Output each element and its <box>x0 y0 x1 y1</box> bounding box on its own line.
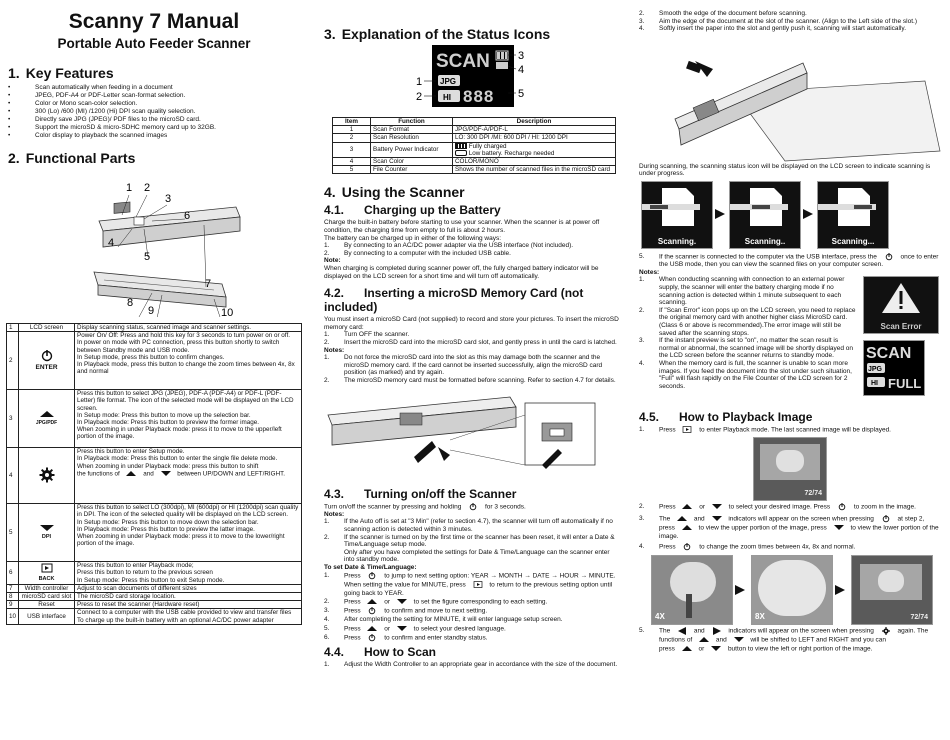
svg-text:JPG: JPG <box>868 366 883 374</box>
table-row: 6 BACK Press this button to enter Playback mode; Press this button to return to the previous screen In Setup mode: Press this button to exit Setup mode. <box>7 562 302 585</box>
onoff-notes: 1. If the Auto off is set at "3 Min" (refer to section 4.7), the scanner will turn off automatically if no scanning action is detected within 3 minutes. 2. If the scanner is turned on by the first time or the scanner has been reset, it will enter a Date & Time/Language setup mode. Only after you have completed the settings for Date & Time/Language can the scanner enter into standby mode. <box>324 518 615 564</box>
scanning-screen-2: Scanning.. <box>729 181 801 249</box>
column-middle: 3. Explanation of the Status Icons SCAN JPG HI 888 3 4 1 2 5 Item Function Description 1 Scan Format JPG/PDF-A/PDF-L 2 Scan Resolution LO: 300 DPI /MI: 600 DPI / HI: 1200 DPI 3 Battery Power Indicator Fully charged Low battery. Recharge needed 4 Scan Color COLOR/MONO 5 File Counter Shows the number of scanned files in the microSD card 4. Using the Scanner 4.1. Charging up the Battery Charge the built-in battery before starting to use your scanner. When the scanner is at power off condition, the charging time from empty to full is about 2 hours. The battery can be charged up in either of the following ways: 1. By connecting to an AC/DC power adapter via the USB interface (Not included). 2. By connecting to a computer with the included USB cable. Note: When charging is completed during scanner power off, the fully charged battery indicator will be displayed on the LCD screen for a short time and will turn off automatically. 4.2. Inserting a microSD Memory Card (not included) You must insert a microSD Card (not supplied) to record and store your pictures. To insert the microSD memory card: 1. Turn OFF the scanner. 2. Insert the microSD card into the microSD card slot, and gently press in until the card is latched. Notes: 1. Do not force the microSD card into the slot as this may damage both the scanner and the microSD memory card. If the card cannot be inserted successfully, align the microSD card position (as marked) and try again. 2. The microSD memory card must be formatted before scanning. Refer to section 4.7 for details. 4.3. Turning on/off the Scanner Turn on/off the scanner by pressing and holding for 3 seconds. Notes: 1. If the Auto off is set at "3 Min" (refer to section 4.7), the scanner will turn off automatically if no scanning action is detected within 3 minutes. 2. If the scanner is turned on by the first time or the scanner has been reset, it will enter a Date & Time/Language setup mode. Only after you have completed the settings for Date & Time/Language can the scanner enter into standby mode. To set Date & Time/Language: 1. Press to jump to next setting option: YEAR → MONTH → DATE → HOUR → MINUTE. When setting the value for MINUTE, press to return to the previous setting option until going back to YEAR. 2. Press or to set the figure corresponding to each setting. 3. Press to confirm and move to next setting. 4. After completing the setting for MINUTE, it will enter language setup screen. 5. Press or to select your desired language. 6. Press to confirm and enter standby status. 4.4. How to Scan 1. Adjust the Width Controller to an appropriate gear in accordance with the size of the document. <box>320 0 620 740</box>
power-icon <box>677 543 697 551</box>
key-features-list <box>4 84 304 140</box>
scan-error-screen: Scan Error <box>863 276 939 334</box>
column-right: 2. Smooth the edge of the document before scanning. 3. Aim the edge of the document at the slot of the scanner. (Align to the Left side of the slot.) 4. Softly insert the paper into the slot and gently push it, scanning will start automatically. During scanning, the scanning status icon will be displayed on the LCD screen to indicate scanning is under progress. Scanning. Scanning.. Scanning... 5. If the scanner is connected to the computer via the USB interface, press the once to enter the USB mode, then you can view the scanned files on your computer screen. Notes: 1. When conducting scanning with connection to an external power supply, the scanner will enter the battery charging mode if no scanning action is detected within 1 minute subsequent to each scanning. 2. If "Scan Error" icon pops up on the LCD screen, you need to replace the original memory card with another higher class MicroSD card. (Class 6 or above is recommended).The error image will still be saved after the scanning stops. 3. If the instant preview is set to "on", no matter the scan result is normal or abnormal, the scanned image will be shortly displayed on the LCD screen before the scanner returns to standby mode. 4. When the memory card is full, the scanner is unable to scan more images. If you feed the document into the slot under such situation, "Full" will flash rapidly on the File Counter of the LCD screen for 2 seconds. Scan Error SCAN JPG HI FULL 4.5. How to Playback Image 1. Press to enter Playback mode. The last scanned image will be displayed. 72/74 2. Press or to select your desired image. Press to zoom in the image. 3. The and indicators will appear on the screen when pressing at step 2, press to view the upper portion of the image, press to view the lower portion of the image. 4. Press to change the zoom times between 4x, 8x and normal. 4X 8X 72/74 5. The and indicators will appear on the screen when pressing again. The functions of and will be shifted to LEFT and RIGHT and you can press or button to view the left or right portion of the image. <box>635 0 947 740</box>
section-2-heading: 2. Functional Parts <box>8 150 136 166</box>
zoom-8x-screen: 8X <box>751 555 833 625</box>
table-row: 2 Scan Resolution LO: 300 DPI /MI: 600 DPI / HI: 1200 DPI <box>333 134 616 142</box>
callout-1: 1 <box>126 182 133 194</box>
section-4-2-heading: 4.2. Inserting a microSD Memory Card (not included) <box>324 286 584 315</box>
power-icon <box>876 515 896 523</box>
up-triangle-icon <box>677 503 697 511</box>
playback-steps: 2. Press or to select your desired image. Press to zoom in the image. 3. The and indicators will appear on the screen when pressing at step 2, press to view the upper portion of the image, press to view the lower portion of the image. 4. Press to change the zoom times between 4x, 8x and normal. <box>639 502 939 551</box>
callout-2: 2 <box>416 91 423 103</box>
microsd-notes: 1. Do not force the microSD card into the slot as this may damage both the scanner and the microSD memory card. If the card cannot be inserted successfully, align the microSD card position (as marked) and try again. 2. The microSD memory card must be formatted before scanning. Refer to section 4.7 for details. <box>324 354 616 384</box>
microsd-list: 1. Turn OFF the scanner. 2. Insert the microSD card into the microSD card slot, and gently press in until the card is latched. <box>324 331 617 346</box>
up-triangle-icon <box>362 625 382 633</box>
list-item: • JPEG, PDF-A4 or PDF-Letter scan-format selection. <box>8 92 304 100</box>
playback-icon <box>41 563 53 573</box>
table-row: 3 JPG/PDF Press this button to select JPG (JPEG), PDF-A (PDF-A4) or PDF-L (PDF-Letter) file format. The icon of the selected mode will be displayed on the LCD screen. In Setup mode: Press this button to move up the selection bar. In Playback mode: Press this button to preview the former image. When zooming in under Playback mode: press it to move to the upper/left portion of the image. <box>7 390 302 448</box>
lcd-status-diagram <box>320 45 620 109</box>
scanning-illustration <box>635 33 947 163</box>
arrow-right-icon <box>835 585 845 595</box>
callout-5: 5 <box>518 88 525 100</box>
callout-5: 5 <box>144 251 151 263</box>
right-triangle-icon <box>707 627 727 635</box>
callout-9: 9 <box>148 305 155 317</box>
arrow-right-icon <box>715 209 725 219</box>
power-icon <box>362 634 382 642</box>
lcd-resolution-text: HI <box>443 93 451 102</box>
table-row: 1 LCD screen Display scanning status, scanned image and scanner settings. <box>7 324 302 332</box>
list-item: • Directly save JPG (JPEG)/ PDF files to the microSD card. <box>8 116 304 124</box>
section-3-heading: 3. Explanation of the Status Icons <box>324 26 551 42</box>
down-triangle-icon <box>156 470 176 478</box>
table-row: 2 ENTER Power On/ Off: Press and hold this key for 3 seconds to turn power on or off. In power on mode with PC connection, press this button shortly to switch between Standby mode and USB mode. In Setup mode, press this button to confirm changes. In Playback mode, press this button to change the zoom times between 4x, 8x and normal <box>7 332 302 390</box>
microsd-insert-illustration <box>320 385 620 485</box>
table-row: 5 File Counter Shows the number of scanned files in the microSD card <box>333 166 616 174</box>
table-row: 9 Reset Press to reset the scanner (Hardware reset) <box>7 601 302 609</box>
up-triangle-icon <box>694 636 714 644</box>
back-label: BACK <box>38 575 55 582</box>
up-triangle-icon <box>37 410 57 418</box>
up-triangle-icon <box>677 524 697 532</box>
svg-text:HI: HI <box>871 380 878 388</box>
playback-icon <box>468 581 488 589</box>
callout-8: 8 <box>127 297 134 309</box>
callout-6: 6 <box>184 210 191 222</box>
section-4-4-heading: 4.4. How to Scan <box>324 645 437 660</box>
zoom-normal-screen: 72/74 <box>851 555 933 625</box>
callout-7: 7 <box>205 278 212 290</box>
charging-list: 1. By connecting to an AC/DC power adapter via the USB interface (Not included). 2. By connecting to a computer with the included USB cable. <box>324 242 574 257</box>
down-triangle-icon <box>707 503 727 511</box>
down-triangle-icon <box>37 524 57 532</box>
table-row: 4 Press this button to enter Setup mode. In Playback mode: Press this button to enter the single file delete mode. When zooming in under Playback mode: press this button to shift the functions of and between UP/DOWN and LEFT/RIGHT. <box>7 448 302 504</box>
functional-parts-table <box>6 323 302 625</box>
gear-icon <box>876 627 896 635</box>
enter-label: ENTER <box>35 364 58 372</box>
jpg-pdf-label: JPG/PDF <box>35 420 58 427</box>
arrow-right-icon <box>735 585 745 595</box>
table-row: 10 USB interface Connect to a computer with the USB cable provided to view and transfer files To charge up the built-in battery with an optional AC/DC power adapter <box>7 609 302 624</box>
scanning-screen-1: Scanning. <box>641 181 713 249</box>
insert-arrow-icon <box>414 441 436 463</box>
power-icon <box>463 503 483 511</box>
scanning-screens <box>635 181 947 253</box>
list-item: • Color display to playback the scanned images <box>8 132 304 140</box>
table-row: 7 Width controller Adjust to scan documents of different sizes <box>7 584 302 592</box>
up-triangle-icon <box>677 645 697 653</box>
list-item: • 300 (Lo) /600 (MI) /1200 (Hi) DPI scan quality selection. <box>8 108 304 116</box>
table-row: 3 Battery Power Indicator Fully charged Low battery. Recharge needed <box>333 142 616 157</box>
date-time-steps: 1. Press to jump to next setting option: YEAR → MONTH → DATE → HOUR → MINUTE. When setting the value for MINUTE, press to return to the previous setting option until going back to YEAR. 2. Press or to set the figure corresponding to each setting. 3. Press to confirm and move to next setting. 4. After completing the setting for MINUTE, it will enter language setup screen. 5. Press or to select your desired language. 6. Press to confirm and enter standby status. <box>324 571 616 642</box>
section-4-heading: 4. Using the Scanner <box>324 184 465 201</box>
lcd-scan-text: SCAN <box>436 51 490 72</box>
document-title: Scanny 7 Manual <box>68 10 240 33</box>
power-icon <box>362 572 382 580</box>
scanning-screen-3: Scanning... <box>817 181 889 249</box>
scanner-diagram <box>4 169 304 317</box>
battery-low-icon <box>455 150 467 156</box>
section-1-heading: 1. Key Features <box>8 65 114 81</box>
arrow-right-icon <box>803 209 813 219</box>
lcd-format-text: JPG <box>440 77 457 86</box>
callout-3: 3 <box>165 193 172 205</box>
dpi-label: DPI <box>41 534 52 541</box>
list-item: • Support the microSD & micro-SDHC memory card up to 32GB. <box>8 124 304 132</box>
section-4-1-heading: 4.1. Charging up the Battery <box>324 203 501 218</box>
power-icon <box>879 253 899 261</box>
down-triangle-icon <box>706 645 726 653</box>
table-row: 4 Scan Color COLOR/MONO <box>333 158 616 166</box>
power-icon <box>832 503 852 511</box>
up-triangle-icon <box>672 515 692 523</box>
functional-parts-illustration <box>4 169 304 317</box>
list-item: • Scan automatically when feeding in a document <box>8 84 304 92</box>
svg-text:FULL: FULL <box>888 376 922 392</box>
callout-10: 10 <box>221 307 234 317</box>
playback-icon <box>677 426 697 434</box>
status-icons-illustration <box>320 45 620 109</box>
file-counter: 72/74 <box>804 489 822 497</box>
document-subtitle: Portable Auto Feeder Scanner <box>57 36 251 51</box>
callout-2: 2 <box>144 182 151 194</box>
table-row: 8 microSD card slot The microSD card storage location. <box>7 593 302 601</box>
down-triangle-icon <box>392 625 412 633</box>
playback-screen <box>635 435 947 503</box>
callout-1: 1 <box>416 76 423 88</box>
section-4-5-heading: 4.5. How to Playback Image <box>639 410 813 425</box>
power-icon <box>362 607 382 615</box>
callout-3: 3 <box>518 50 525 62</box>
callout-4: 4 <box>108 237 115 249</box>
callout-4: 4 <box>518 64 525 76</box>
how-to-scan-steps: 2. Smooth the edge of the document before scanning. 3. Aim the edge of the document at the slot of the scanner. (Align to the Left side of the slot.) 4. Softly insert the paper into the slot and gently push it, scanning will start automatically. <box>639 10 917 33</box>
up-triangle-icon <box>121 470 141 478</box>
gear-icon <box>39 467 55 483</box>
table-row: 5 DPI Press this button to select LO (300dpi), MI (600dpi) or HI (1200dpi) scan quality in DPI. The icon of the selected quality will be displayed on the LCD screen. In Setup mode: Press this button to move down the selection bar. In Playback mode: Press this button to preview the latter image. When zooming in under Playback mode: press it to move to the lower/right portion of the image. <box>7 504 302 562</box>
down-triangle-icon <box>707 515 727 523</box>
column-left <box>4 0 304 740</box>
down-triangle-icon <box>729 636 749 644</box>
battery-full-icon <box>455 143 467 149</box>
svg-text:SCAN: SCAN <box>866 345 912 363</box>
section-4-3-heading: 4.3. Turning on/off the Scanner <box>324 486 517 501</box>
up-triangle-icon <box>362 598 382 606</box>
memory-full-lcd <box>863 340 925 396</box>
left-triangle-icon <box>672 627 692 635</box>
down-triangle-icon <box>392 598 412 606</box>
lcd-counter-text: 888 <box>463 87 495 106</box>
down-triangle-icon <box>829 524 849 532</box>
table-row: 1 Scan Format JPG/PDF-A/PDF-L <box>333 126 616 134</box>
warning-icon <box>864 277 938 317</box>
zoom-screens <box>635 555 947 627</box>
status-icons-table <box>332 117 616 174</box>
scan-notes: 1. When conducting scanning with connection to an external power supply, the scanner will enter the battery charging mode if no scanning action is detected within 1 minute subsequent to each scanning. 2. If "Scan Error" icon pops up on the LCD screen, you need to replace the original memory card with another higher class MicroSD card. (Class 6 or above is recommended).The error image will still be saved after the scanning stops. 3. If the instant preview is set to "on", no matter the scan result is normal or abnormal, the scanned image will be shortly displayed on the LCD screen before the scanner returns to standby mode. 4. When the memory card is full, the scanner is unable to scan more images. If you feed the document into the slot under such situation, "Full" will flash rapidly on the File Counter of the LCD screen for 2 seconds. <box>639 276 856 390</box>
table-header-row: Item Function Description <box>333 118 616 126</box>
zoom-4x-screen: 4X <box>651 555 733 625</box>
power-icon <box>37 350 57 362</box>
list-item: • Color or Mono scan-color selection. <box>8 100 304 108</box>
